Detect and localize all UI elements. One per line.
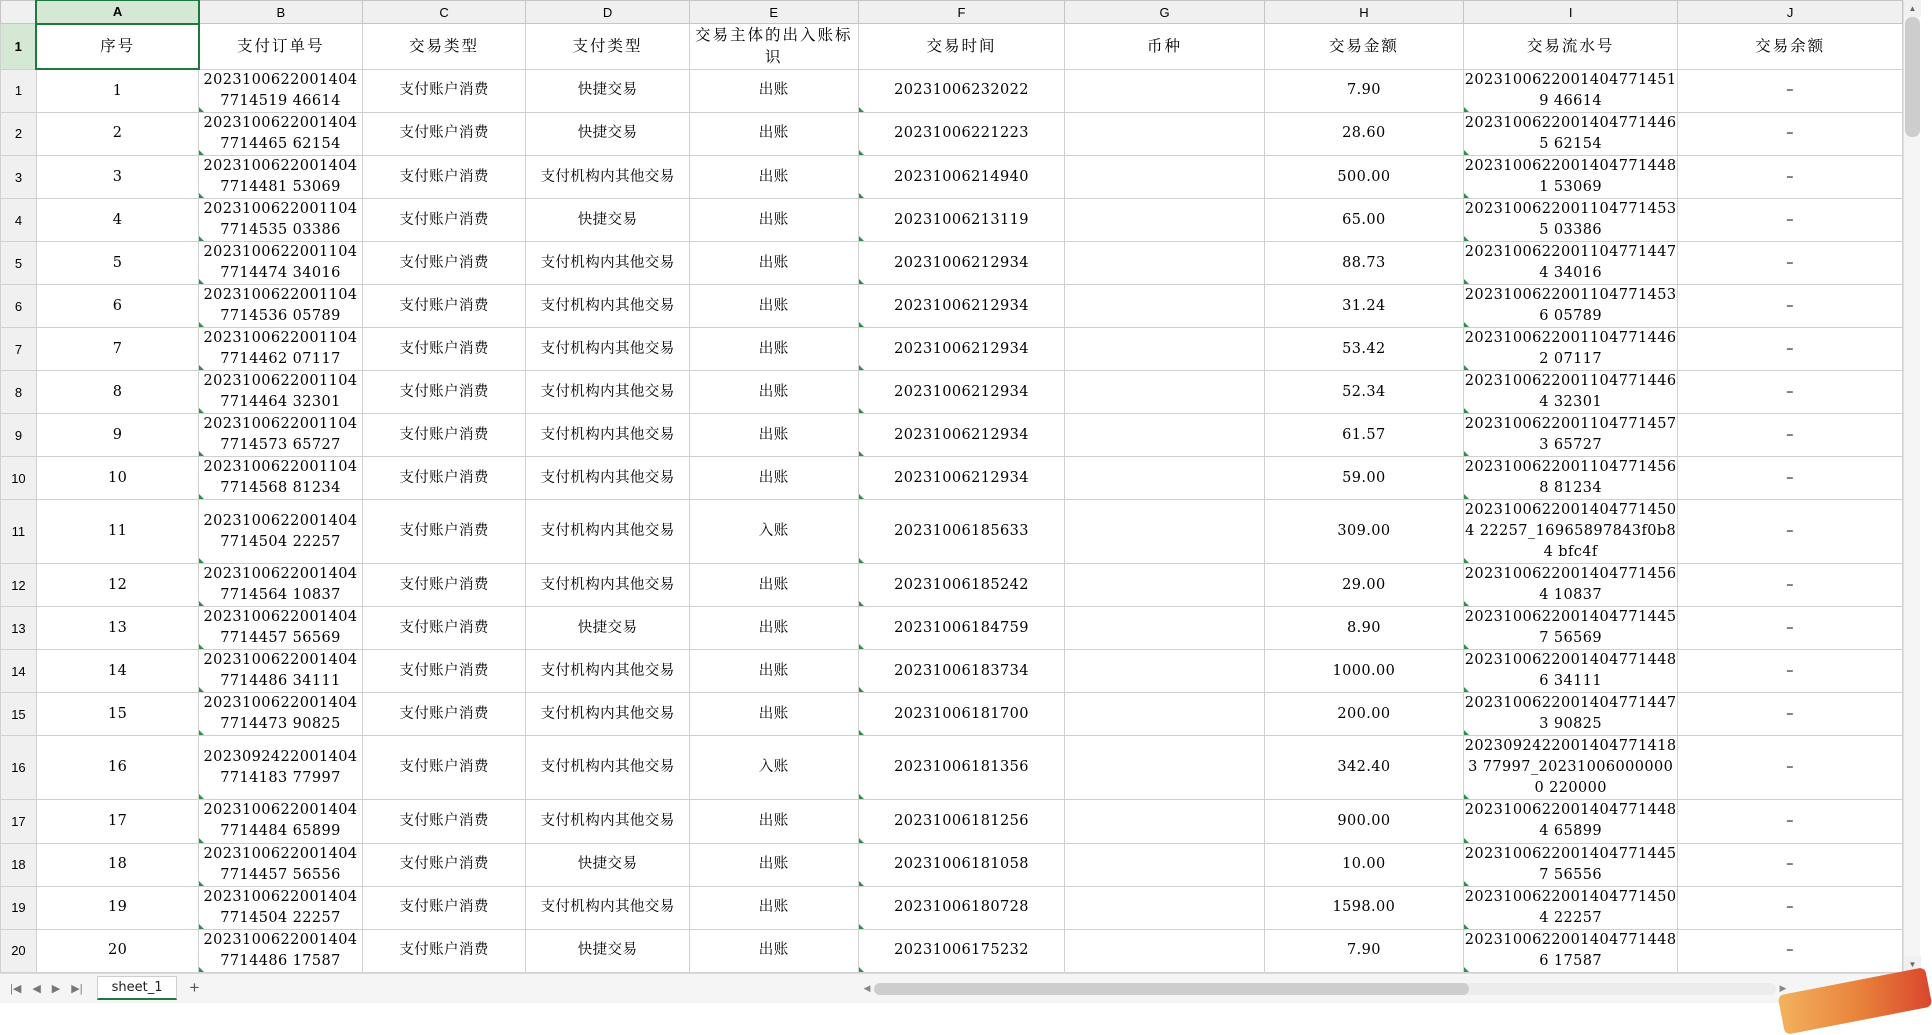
cell-balance[interactable]: – [1678, 414, 1903, 457]
cell-serial-no[interactable]: 20231006220014047714564 10837 [1464, 564, 1678, 607]
cell-trade-time[interactable]: 20231006181356 [858, 736, 1065, 800]
cell-trade-time[interactable]: 20231006212934 [858, 328, 1065, 371]
cell-serial-no[interactable]: 20231006220014047714519 46614 [1464, 69, 1678, 112]
cell-inout-flag[interactable]: 出账 [689, 929, 858, 972]
prev-sheet-icon[interactable]: ◀ [32, 982, 41, 995]
cell-seq[interactable]: 2 [36, 112, 198, 155]
cell-inout-flag[interactable]: 出账 [689, 199, 858, 242]
table-row[interactable] [1, 500, 1903, 564]
column-header-B[interactable]: B [199, 1, 363, 24]
table-row[interactable] [1, 414, 1903, 457]
cell-seq[interactable]: 3 [36, 156, 198, 199]
cell-currency[interactable] [1065, 800, 1264, 843]
cell-serial-no[interactable]: 20231006220014047714504 22257_16965897843f0b84 bfc4f [1464, 500, 1678, 564]
cell-pay-type[interactable]: 快捷交易 [526, 843, 690, 886]
cell-trade-time[interactable]: 20231006212934 [858, 414, 1065, 457]
cell-amount[interactable]: 1598.00 [1264, 886, 1463, 929]
cell-balance[interactable]: – [1678, 371, 1903, 414]
cell-pay-type[interactable]: 快捷交易 [526, 607, 690, 650]
cell-trade-time[interactable]: 20231006212934 [858, 457, 1065, 500]
cell-currency[interactable] [1065, 328, 1264, 371]
table-row[interactable] [1, 285, 1903, 328]
table-row[interactable] [1, 457, 1903, 500]
column-header-D[interactable]: D [526, 1, 690, 24]
cell-pay-type[interactable]: 支付机构内其他交易 [526, 242, 690, 285]
cell-balance[interactable]: – [1678, 650, 1903, 693]
row-header-7[interactable]: 6 [1, 285, 37, 328]
cell-trade-type[interactable]: 支付账户消费 [362, 414, 526, 457]
cell-trade-time[interactable]: 20231006214940 [858, 156, 1065, 199]
cell-order-no[interactable]: 20231006220014047714481 53069 [199, 156, 363, 199]
cell-seq[interactable]: 12 [36, 564, 198, 607]
cell-inout-flag[interactable]: 出账 [689, 414, 858, 457]
cell-seq[interactable]: 10 [36, 457, 198, 500]
cell-serial-no[interactable]: 20231006220011047714573 65727 [1464, 414, 1678, 457]
column-header-row[interactable] [1, 1, 1903, 24]
row-header-8[interactable]: 7 [1, 328, 37, 371]
cell-serial-no[interactable]: 20231006220014047714481 53069 [1464, 156, 1678, 199]
cell-inout-flag[interactable]: 出账 [689, 650, 858, 693]
corner-decoration [1800, 973, 1920, 1003]
table-row[interactable] [1, 112, 1903, 155]
table-row[interactable] [1, 328, 1903, 371]
cell-trade-type[interactable]: 支付账户消费 [362, 800, 526, 843]
cell-balance[interactable]: – [1678, 929, 1903, 972]
cell-trade-time[interactable]: 20231006175232 [858, 929, 1065, 972]
row-header-14[interactable]: 13 [1, 607, 37, 650]
table-row[interactable] [1, 736, 1903, 800]
cell-amount[interactable]: 342.40 [1264, 736, 1463, 800]
row-header-15[interactable]: 14 [1, 650, 37, 693]
cell-amount[interactable]: 59.00 [1264, 457, 1463, 500]
bottom-bar [0, 973, 1920, 1003]
row-header-3[interactable]: 2 [1, 112, 37, 155]
row-header-5[interactable]: 4 [1, 199, 37, 242]
cell-trade-time[interactable]: 20231006221223 [858, 112, 1065, 155]
cell-trade-time[interactable]: 20231006181700 [858, 693, 1065, 736]
cell-seq[interactable]: 5 [36, 242, 198, 285]
cell-trade-type[interactable]: 支付账户消费 [362, 843, 526, 886]
cell-balance[interactable]: – [1678, 199, 1903, 242]
cell-seq[interactable]: 19 [36, 886, 198, 929]
row-header-2[interactable]: 1 [1, 69, 37, 112]
cell-inout-flag[interactable]: 出账 [689, 800, 858, 843]
cell-serial-no[interactable]: 20231006220014047714484 65899 [1464, 800, 1678, 843]
cell-amount[interactable]: 10.00 [1264, 843, 1463, 886]
cell-amount[interactable]: 31.24 [1264, 285, 1463, 328]
table-row[interactable] [1, 564, 1903, 607]
cell-trade-type[interactable]: 支付账户消费 [362, 242, 526, 285]
cell-currency[interactable] [1065, 929, 1264, 972]
cell-currency[interactable] [1065, 736, 1264, 800]
cell-amount[interactable]: 28.60 [1264, 112, 1463, 155]
scroll-left-icon[interactable]: ◀ [863, 983, 871, 994]
cell-trade-type[interactable]: 支付账户消费 [362, 693, 526, 736]
row-header-6[interactable]: 5 [1, 242, 37, 285]
scroll-up-icon[interactable]: ▲ [1904, 0, 1921, 17]
header-cell-balance[interactable]: 交易余额 [1678, 24, 1903, 70]
cell-seq[interactable]: 15 [36, 693, 198, 736]
cell-order-no[interactable]: 20231006220014047714484 65899 [199, 800, 363, 843]
cell-currency[interactable] [1065, 156, 1264, 199]
select-all-icon[interactable] [1, 1, 37, 24]
cell-balance[interactable]: – [1678, 242, 1903, 285]
cell-balance[interactable]: – [1678, 328, 1903, 371]
row-header-18[interactable]: 17 [1, 800, 37, 843]
cell-amount[interactable]: 52.34 [1264, 371, 1463, 414]
cell-balance[interactable]: – [1678, 457, 1903, 500]
cell-amount[interactable]: 309.00 [1264, 500, 1463, 564]
cell-seq[interactable]: 16 [36, 736, 198, 800]
horizontal-scrollbar[interactable] [860, 982, 1790, 996]
row-header-16[interactable]: 15 [1, 693, 37, 736]
cell-serial-no[interactable]: 20231006220011047714474 34016 [1464, 242, 1678, 285]
cell-serial-no[interactable]: 20231006220011047714464 32301 [1464, 371, 1678, 414]
header-cell-trade-type[interactable]: 交易类型 [362, 24, 526, 70]
table-row[interactable] [1, 843, 1903, 886]
row-header-13[interactable]: 12 [1, 564, 37, 607]
cell-trade-type[interactable]: 支付账户消费 [362, 500, 526, 564]
cell-order-no[interactable]: 20231006220014047714519 46614 [199, 69, 363, 112]
cell-seq[interactable]: 9 [36, 414, 198, 457]
column-header-A[interactable]: A [36, 1, 198, 24]
cell-serial-no[interactable]: 20231006220014047714486 34111 [1464, 650, 1678, 693]
cell-order-no[interactable]: 20231006220014047714465 62154 [199, 112, 363, 155]
cell-trade-type[interactable]: 支付账户消费 [362, 929, 526, 972]
cell-pay-type[interactable]: 支付机构内其他交易 [526, 564, 690, 607]
cell-order-no[interactable]: 20230924220014047714183 77997 [199, 736, 363, 800]
cell-currency[interactable] [1065, 199, 1264, 242]
cell-seq[interactable]: 4 [36, 199, 198, 242]
cell-pay-type[interactable]: 快捷交易 [526, 199, 690, 242]
cell-trade-type[interactable]: 支付账户消费 [362, 457, 526, 500]
cell-balance[interactable]: – [1678, 607, 1903, 650]
cell-pay-type[interactable]: 支付机构内其他交易 [526, 736, 690, 800]
cell-inout-flag[interactable]: 出账 [689, 112, 858, 155]
cell-amount[interactable]: 1000.00 [1264, 650, 1463, 693]
cell-order-no[interactable]: 20231006220014047714486 34111 [199, 650, 363, 693]
cell-serial-no[interactable]: 20231006220014047714457 56569 [1464, 607, 1678, 650]
cell-trade-type[interactable]: 支付账户消费 [362, 199, 526, 242]
cell-balance[interactable]: – [1678, 285, 1903, 328]
sheet-nav-buttons[interactable] [0, 982, 83, 995]
cell-pay-type[interactable]: 支付机构内其他交易 [526, 414, 690, 457]
cell-inout-flag[interactable]: 出账 [689, 156, 858, 199]
cell-order-no[interactable]: 20231006220014047714564 10837 [199, 564, 363, 607]
cell-serial-no[interactable]: 20231006220011047714535 03386 [1464, 199, 1678, 242]
cell-pay-type[interactable]: 快捷交易 [526, 69, 690, 112]
cell-currency[interactable] [1065, 886, 1264, 929]
cell-inout-flag[interactable]: 出账 [689, 607, 858, 650]
cell-pay-type[interactable]: 支付机构内其他交易 [526, 650, 690, 693]
cell-pay-type[interactable]: 支付机构内其他交易 [526, 371, 690, 414]
table-row[interactable] [1, 69, 1903, 112]
add-sheet-button[interactable]: + [189, 978, 200, 998]
cell-currency[interactable] [1065, 843, 1264, 886]
table-row[interactable] [1, 607, 1903, 650]
cell-seq[interactable]: 14 [36, 650, 198, 693]
vertical-scroll-thumb[interactable] [1905, 17, 1920, 137]
corner-ribbon-icon [1778, 967, 1932, 1035]
row-header-11[interactable]: 10 [1, 457, 37, 500]
table-row[interactable] [1, 886, 1903, 929]
table-row[interactable] [1, 242, 1903, 285]
cell-currency[interactable] [1065, 564, 1264, 607]
cell-serial-no[interactable]: 20230924220014047714183 77997_202310060000000 220000 [1464, 736, 1678, 800]
cell-serial-no[interactable]: 20231006220011047714462 07117 [1464, 328, 1678, 371]
cell-inout-flag[interactable]: 出账 [689, 285, 858, 328]
cell-order-no[interactable]: 20231006220014047714457 56569 [199, 607, 363, 650]
cell-currency[interactable] [1065, 112, 1264, 155]
cell-trade-time[interactable]: 20231006184759 [858, 607, 1065, 650]
cell-balance[interactable]: – [1678, 843, 1903, 886]
cell-trade-time[interactable]: 20231006212934 [858, 242, 1065, 285]
cell-currency[interactable] [1065, 500, 1264, 564]
header-cell-order-no[interactable]: 支付订单号 [199, 24, 363, 70]
cell-currency[interactable] [1065, 371, 1264, 414]
next-sheet-icon[interactable]: ▶ [51, 982, 61, 995]
cell-serial-no[interactable]: 20231006220014047714486 17587 [1464, 929, 1678, 972]
cell-order-no[interactable]: 20231006220011047714462 07117 [199, 328, 363, 371]
header-cell-serial-no[interactable]: 交易流水号 [1464, 24, 1678, 70]
column-header-C[interactable]: C [362, 1, 526, 24]
cell-serial-no[interactable]: 20231006220011047714568 81234 [1464, 457, 1678, 500]
column-header-E[interactable]: E [689, 1, 858, 24]
vertical-scrollbar[interactable] [1903, 0, 1920, 973]
cell-currency[interactable] [1065, 457, 1264, 500]
cell-order-no[interactable]: 20231006220011047714474 34016 [199, 242, 363, 285]
cell-balance[interactable]: – [1678, 156, 1903, 199]
sheet-tab-sheet1[interactable]: sheet_1 [97, 976, 178, 1000]
row-header-12[interactable]: 11 [1, 500, 37, 564]
cell-trade-time[interactable]: 20231006212934 [858, 371, 1065, 414]
cell-order-no[interactable]: 20231006220014047714486 17587 [199, 929, 363, 972]
column-header-H[interactable]: H [1264, 1, 1463, 24]
header-cell-pay-type[interactable]: 支付类型 [526, 24, 690, 70]
cell-order-no[interactable]: 20231006220011047714568 81234 [199, 457, 363, 500]
cell-order-no[interactable]: 20231006220011047714536 05789 [199, 285, 363, 328]
cell-seq[interactable]: 1 [36, 69, 198, 112]
cell-pay-type[interactable]: 支付机构内其他交易 [526, 500, 690, 564]
cell-seq[interactable]: 13 [36, 607, 198, 650]
cell-pay-type[interactable]: 支付机构内其他交易 [526, 457, 690, 500]
cell-pay-type[interactable]: 支付机构内其他交易 [526, 328, 690, 371]
cell-amount[interactable]: 500.00 [1264, 156, 1463, 199]
header-cell-trade-time[interactable]: 交易时间 [858, 24, 1065, 70]
cell-pay-type[interactable]: 支付机构内其他交易 [526, 800, 690, 843]
cell-inout-flag[interactable]: 出账 [689, 843, 858, 886]
cell-pay-type[interactable]: 支付机构内其他交易 [526, 693, 690, 736]
cell-trade-type[interactable]: 支付账户消费 [362, 112, 526, 155]
table-row[interactable] [1, 156, 1903, 199]
cell-balance[interactable]: – [1678, 112, 1903, 155]
cell-trade-type[interactable]: 支付账户消费 [362, 285, 526, 328]
cell-amount[interactable]: 7.90 [1264, 929, 1463, 972]
cell-balance[interactable]: – [1678, 500, 1903, 564]
cell-serial-no[interactable]: 20231006220014047714504 22257 [1464, 886, 1678, 929]
cell-trade-type[interactable]: 支付账户消费 [362, 607, 526, 650]
cell-amount[interactable]: 65.00 [1264, 199, 1463, 242]
cell-seq[interactable]: 17 [36, 800, 198, 843]
cell-inout-flag[interactable]: 出账 [689, 371, 858, 414]
cell-currency[interactable] [1065, 607, 1264, 650]
cell-pay-type[interactable]: 支付机构内其他交易 [526, 156, 690, 199]
cell-serial-no[interactable]: 20231006220014047714473 90825 [1464, 693, 1678, 736]
cell-inout-flag[interactable]: 出账 [689, 457, 858, 500]
cell-seq[interactable]: 7 [36, 328, 198, 371]
cell-pay-type[interactable]: 支付机构内其他交易 [526, 285, 690, 328]
cell-amount[interactable]: 200.00 [1264, 693, 1463, 736]
cell-balance[interactable]: – [1678, 886, 1903, 929]
row-header-17[interactable]: 16 [1, 736, 37, 800]
cell-trade-time[interactable]: 20231006180728 [858, 886, 1065, 929]
cell-inout-flag[interactable]: 入账 [689, 500, 858, 564]
header-cell-inout-flag[interactable]: 交易主体的出入账标识 [689, 24, 858, 70]
table-row[interactable] [1, 800, 1903, 843]
column-header-F[interactable]: F [858, 1, 1065, 24]
cell-order-no[interactable]: 20231006220014047714473 90825 [199, 693, 363, 736]
row-header-10[interactable]: 9 [1, 414, 37, 457]
cell-trade-time[interactable]: 20231006232022 [858, 69, 1065, 112]
cell-currency[interactable] [1065, 69, 1264, 112]
cell-seq[interactable]: 11 [36, 500, 198, 564]
table-row[interactable] [1, 929, 1903, 972]
cell-inout-flag[interactable]: 出账 [689, 328, 858, 371]
row-header-9[interactable]: 8 [1, 371, 37, 414]
row-header-21[interactable]: 20 [1, 929, 37, 972]
table-row[interactable] [1, 371, 1903, 414]
header-cell-currency[interactable]: 币种 [1065, 24, 1264, 70]
column-header-G[interactable]: G [1065, 1, 1264, 24]
cell-order-no[interactable]: 20231006220011047714535 03386 [199, 199, 363, 242]
header-cell-amount[interactable]: 交易金额 [1264, 24, 1463, 70]
cell-amount[interactable]: 61.57 [1264, 414, 1463, 457]
cell-amount[interactable]: 7.90 [1264, 69, 1463, 112]
table-row[interactable] [1, 650, 1903, 693]
column-header-J[interactable]: J [1678, 1, 1903, 24]
row-header-20[interactable]: 19 [1, 886, 37, 929]
cell-balance[interactable]: – [1678, 564, 1903, 607]
cell-balance[interactable]: – [1678, 800, 1903, 843]
cell-trade-type[interactable]: 支付账户消费 [362, 886, 526, 929]
cell-trade-time[interactable]: 20231006181256 [858, 800, 1065, 843]
cell-order-no[interactable]: 20231006220014047714457 56556 [199, 843, 363, 886]
cell-amount[interactable]: 88.73 [1264, 242, 1463, 285]
table-row[interactable] [1, 693, 1903, 736]
cell-currency[interactable] [1065, 285, 1264, 328]
cell-serial-no[interactable]: 20231006220011047714536 05789 [1464, 285, 1678, 328]
cell-currency[interactable] [1065, 242, 1264, 285]
cell-trade-time[interactable]: 20231006183734 [858, 650, 1065, 693]
scroll-right-icon[interactable]: ▶ [1779, 983, 1787, 994]
cell-balance[interactable]: – [1678, 69, 1903, 112]
cell-balance[interactable]: – [1678, 693, 1903, 736]
cell-currency[interactable] [1065, 650, 1264, 693]
cell-seq[interactable]: 20 [36, 929, 198, 972]
horizontal-scroll-thumb[interactable] [874, 983, 1469, 995]
cell-trade-type[interactable]: 支付账户消费 [362, 156, 526, 199]
cell-trade-type[interactable]: 支付账户消费 [362, 736, 526, 800]
cell-seq[interactable]: 6 [36, 285, 198, 328]
cell-order-no[interactable]: 20231006220011047714573 65727 [199, 414, 363, 457]
cell-trade-time[interactable]: 20231006213119 [858, 199, 1065, 242]
cell-trade-type[interactable]: 支付账户消费 [362, 69, 526, 112]
header-cell-seq[interactable]: 序号 [36, 24, 198, 70]
cell-serial-no[interactable]: 20231006220014047714465 62154 [1464, 112, 1678, 155]
table-row[interactable] [1, 199, 1903, 242]
cell-inout-flag[interactable]: 出账 [689, 242, 858, 285]
first-sheet-icon[interactable]: |◀ [10, 982, 22, 995]
cell-trade-type[interactable]: 支付账户消费 [362, 328, 526, 371]
cell-serial-no[interactable]: 20231006220014047714457 56556 [1464, 843, 1678, 886]
table-row-header[interactable] [1, 24, 1903, 70]
cell-inout-flag[interactable]: 出账 [689, 693, 858, 736]
cell-pay-type[interactable]: 支付机构内其他交易 [526, 886, 690, 929]
cell-seq[interactable]: 8 [36, 371, 198, 414]
cell-trade-time[interactable]: 20231006185242 [858, 564, 1065, 607]
last-sheet-icon[interactable]: ▶| [71, 982, 83, 995]
cell-order-no[interactable]: 20231006220011047714464 32301 [199, 371, 363, 414]
cell-currency[interactable] [1065, 693, 1264, 736]
cell-trade-time[interactable]: 20231006212934 [858, 285, 1065, 328]
cell-inout-flag[interactable]: 入账 [689, 736, 858, 800]
column-header-I[interactable]: I [1464, 1, 1678, 24]
cell-trade-type[interactable]: 支付账户消费 [362, 371, 526, 414]
cell-pay-type[interactable]: 快捷交易 [526, 929, 690, 972]
cell-pay-type[interactable]: 快捷交易 [526, 112, 690, 155]
cell-inout-flag[interactable]: 出账 [689, 886, 858, 929]
cell-amount[interactable]: 53.42 [1264, 328, 1463, 371]
horizontal-scroll-track[interactable] [874, 983, 1776, 995]
cell-inout-flag[interactable]: 出账 [689, 564, 858, 607]
cell-trade-type[interactable]: 支付账户消费 [362, 650, 526, 693]
cell-order-no[interactable]: 20231006220014047714504 22257 [199, 886, 363, 929]
cell-seq[interactable]: 18 [36, 843, 198, 886]
cell-amount[interactable]: 900.00 [1264, 800, 1463, 843]
cell-amount[interactable]: 29.00 [1264, 564, 1463, 607]
cell-balance[interactable]: – [1678, 736, 1903, 800]
cell-trade-type[interactable]: 支付账户消费 [362, 564, 526, 607]
cell-order-no[interactable]: 20231006220014047714504 22257 [199, 500, 363, 564]
cell-inout-flag[interactable]: 出账 [689, 69, 858, 112]
row-header-4[interactable]: 3 [1, 156, 37, 199]
row-header-1[interactable]: 1 [1, 24, 37, 70]
cell-trade-time[interactable]: 20231006185633 [858, 500, 1065, 564]
row-header-19[interactable]: 18 [1, 843, 37, 886]
scroll-down-icon[interactable]: ▼ [1904, 956, 1921, 973]
cell-amount[interactable]: 8.90 [1264, 607, 1463, 650]
cell-currency[interactable] [1065, 414, 1264, 457]
cell-trade-time[interactable]: 20231006181058 [858, 843, 1065, 886]
